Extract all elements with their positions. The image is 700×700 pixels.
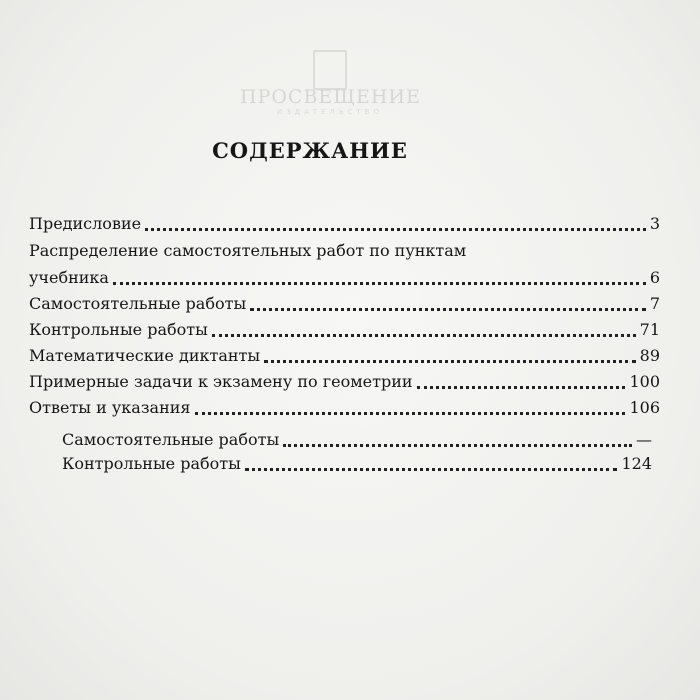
toc-page-number: 71	[639, 320, 660, 339]
leader-dots	[212, 324, 636, 337]
toc-page-number: 100	[629, 372, 660, 391]
publisher-subtitle: ИЗДАТЕЛЬСТВО	[276, 108, 384, 116]
publisher-name: ПРОСВЕЩЕНИЕ	[240, 86, 421, 108]
toc-entry-control	[29, 320, 660, 340]
toc-page-number: 124	[621, 454, 652, 473]
leader-dots	[264, 350, 636, 363]
toc-label: учебника	[29, 268, 109, 287]
toc-entry-exam	[29, 372, 660, 392]
toc-page-number: 89	[639, 346, 660, 365]
toc-label: Самостоятельные работы	[29, 294, 247, 313]
toc-entry-answers-control	[62, 454, 652, 474]
leader-dots	[195, 402, 626, 415]
toc-entry-answers-independent	[62, 430, 652, 450]
toc-entry-dictations	[29, 346, 660, 366]
leader-dots	[245, 458, 618, 471]
toc-page-number: 3	[649, 214, 660, 233]
leader-dots	[145, 218, 646, 231]
toc-entry-distribution-line1: Распределение самостоятельных работ по пунктам	[29, 241, 467, 260]
toc-entry-distribution	[29, 268, 660, 288]
toc-entry-independent	[29, 294, 660, 314]
toc-page-number: 6	[649, 268, 660, 287]
toc-page-number: 106	[629, 398, 660, 417]
toc-label: Ответы и указания	[29, 398, 191, 417]
toc-entry-preface	[29, 214, 660, 234]
leader-dots	[417, 376, 626, 389]
toc-label: Предисловие	[29, 214, 142, 233]
leader-dots	[113, 272, 646, 285]
page-title: СОДЕРЖАНИЕ	[212, 138, 408, 163]
toc-label: Самостоятельные работы	[62, 430, 280, 449]
leader-dots	[250, 298, 646, 311]
toc-page-number: —	[636, 430, 652, 449]
leader-dots	[283, 434, 632, 447]
toc-label: Примерные задачи к экзамену по геометрии	[29, 372, 413, 391]
toc-label: Математические диктанты	[29, 346, 261, 365]
toc-entry-answers	[29, 398, 660, 418]
toc-label: Контрольные работы	[29, 320, 208, 339]
toc-page-number: 7	[649, 294, 660, 313]
toc-label: Контрольные работы	[62, 454, 241, 473]
